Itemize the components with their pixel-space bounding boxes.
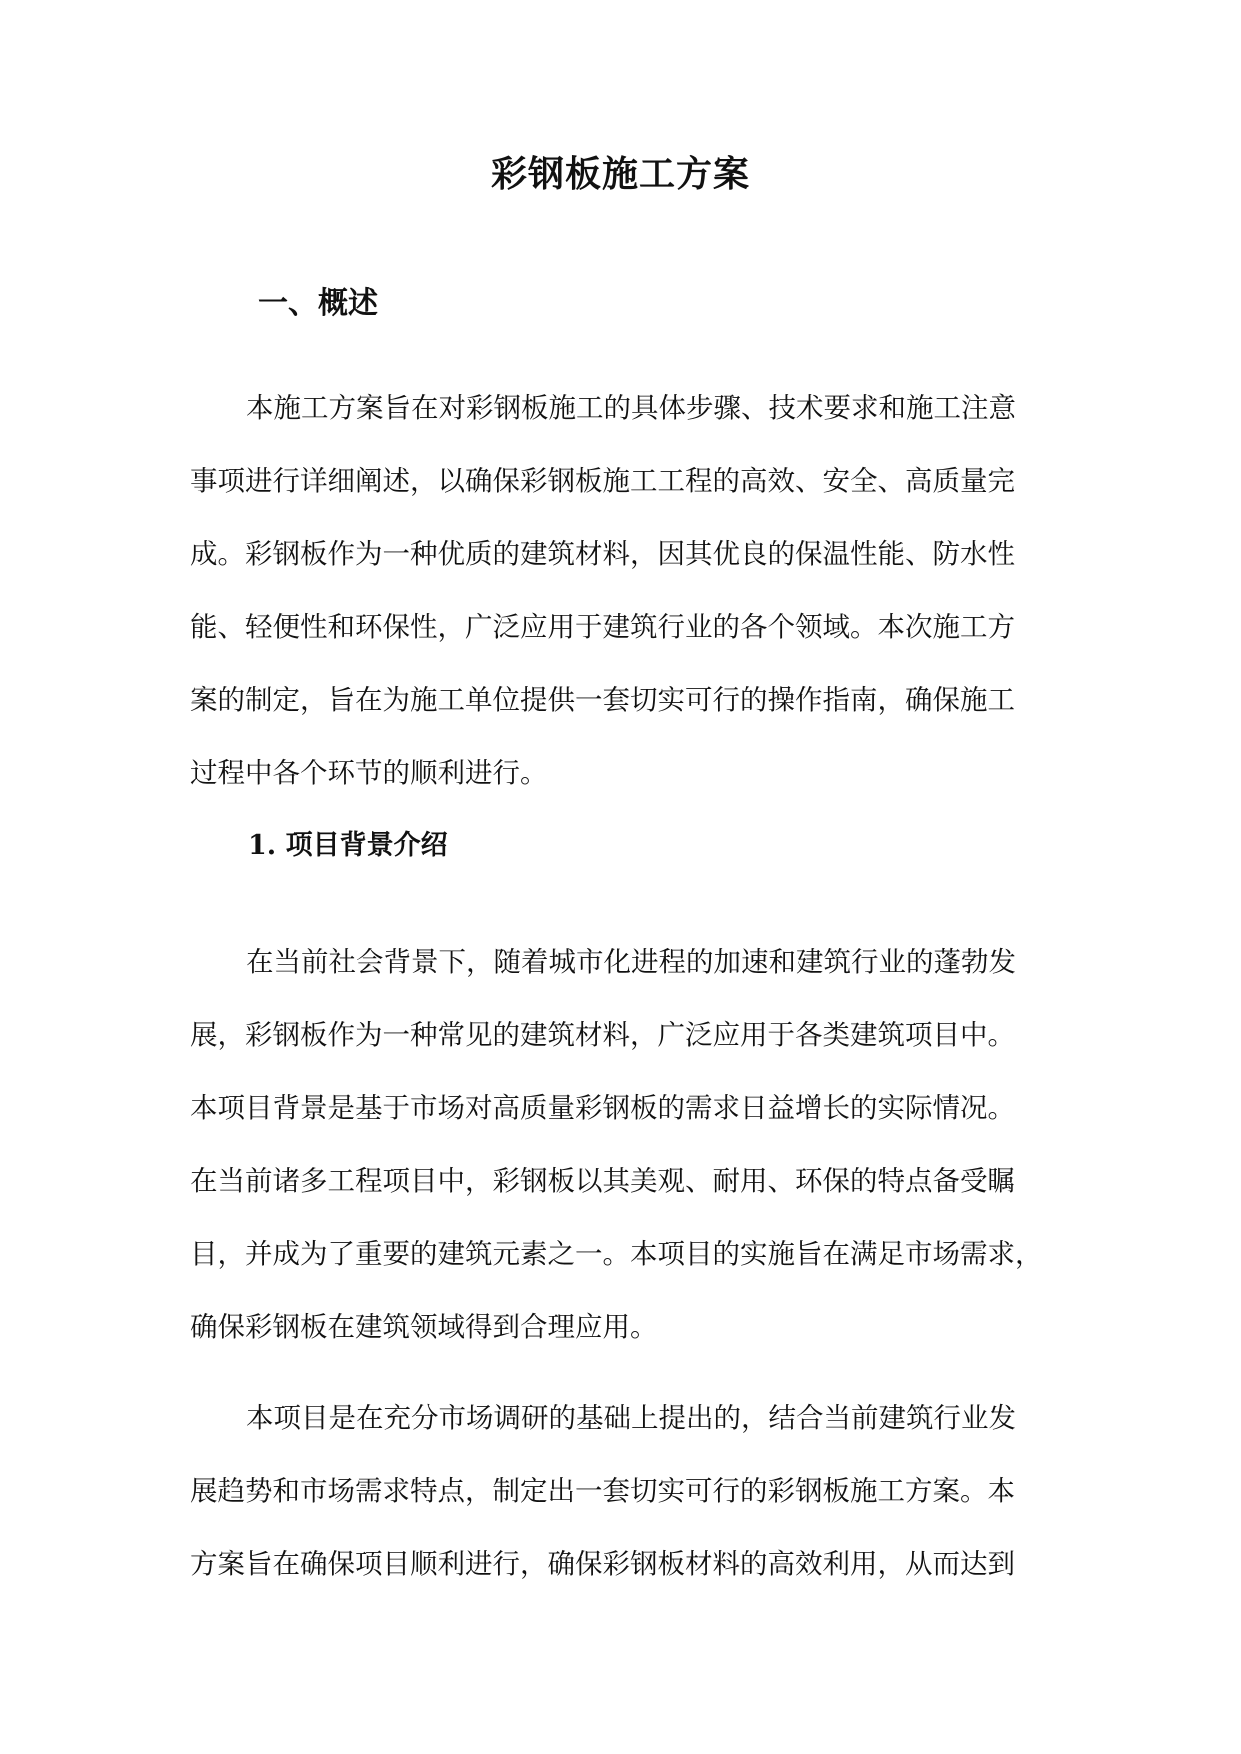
paragraph-line: 本项目背景是基于市场对高质量彩钢板的需求日益增长的实际情况。: [190, 1092, 1015, 1124]
background-paragraph-2: [190, 1382, 1053, 1601]
paragraph-line: 成。彩钢板作为一种优质的建筑材料，因其优良的保温性能、防水性: [190, 538, 1015, 570]
document-title: 彩钢板施工方案: [490, 153, 750, 195]
paragraph-line: 事项进行详细阐述，以确保彩钢板施工工程的高效、安全、高质量完: [190, 465, 1015, 497]
paragraph-line: 展趋势和市场需求特点，制定出一套切实可行的彩钢板施工方案。本: [190, 1475, 1015, 1507]
background-paragraph-1: [190, 926, 1053, 1364]
paragraph-line: 目，并成为了重要的建筑元素之一。本项目的实施旨在满足市场需求，: [190, 1238, 1043, 1270]
paragraph-line: 本项目是在充分市场调研的基础上提出的，结合当前建筑行业发: [246, 1402, 1016, 1434]
paragraph-line: 案的制定，旨在为施工单位提供一套切实可行的操作指南，确保施工: [190, 684, 1015, 716]
paragraph-line: 展，彩钢板作为一种常见的建筑材料，广泛应用于各类建筑项目中。: [190, 1019, 1015, 1051]
paragraph-line: 在当前社会背景下，随着城市化进程的加速和建筑行业的蓬勃发: [246, 946, 1016, 978]
section-heading-project-background: 1. 项目背景介绍: [248, 830, 448, 861]
overview-paragraph: [190, 372, 1053, 810]
paragraph-line: 确保彩钢板在建筑领域得到合理应用。: [190, 1311, 658, 1343]
paragraph-line: 方案旨在确保项目顺利进行，确保彩钢板材料的高效利用，从而达到: [190, 1548, 1015, 1580]
paragraph-line: 能、轻便性和环保性，广泛应用于建筑行业的各个领域。本次施工方: [190, 611, 1015, 643]
paragraph-line: 在当前诸多工程项目中，彩钢板以其美观、耐用、环保的特点备受瞩: [190, 1165, 1015, 1197]
paragraph-line: 本施工方案旨在对彩钢板施工的具体步骤、技术要求和施工注意: [246, 392, 1016, 424]
paragraph-line: 过程中各个环节的顺利进行。: [190, 757, 548, 789]
section-heading-overview: 一、概述: [258, 286, 378, 321]
